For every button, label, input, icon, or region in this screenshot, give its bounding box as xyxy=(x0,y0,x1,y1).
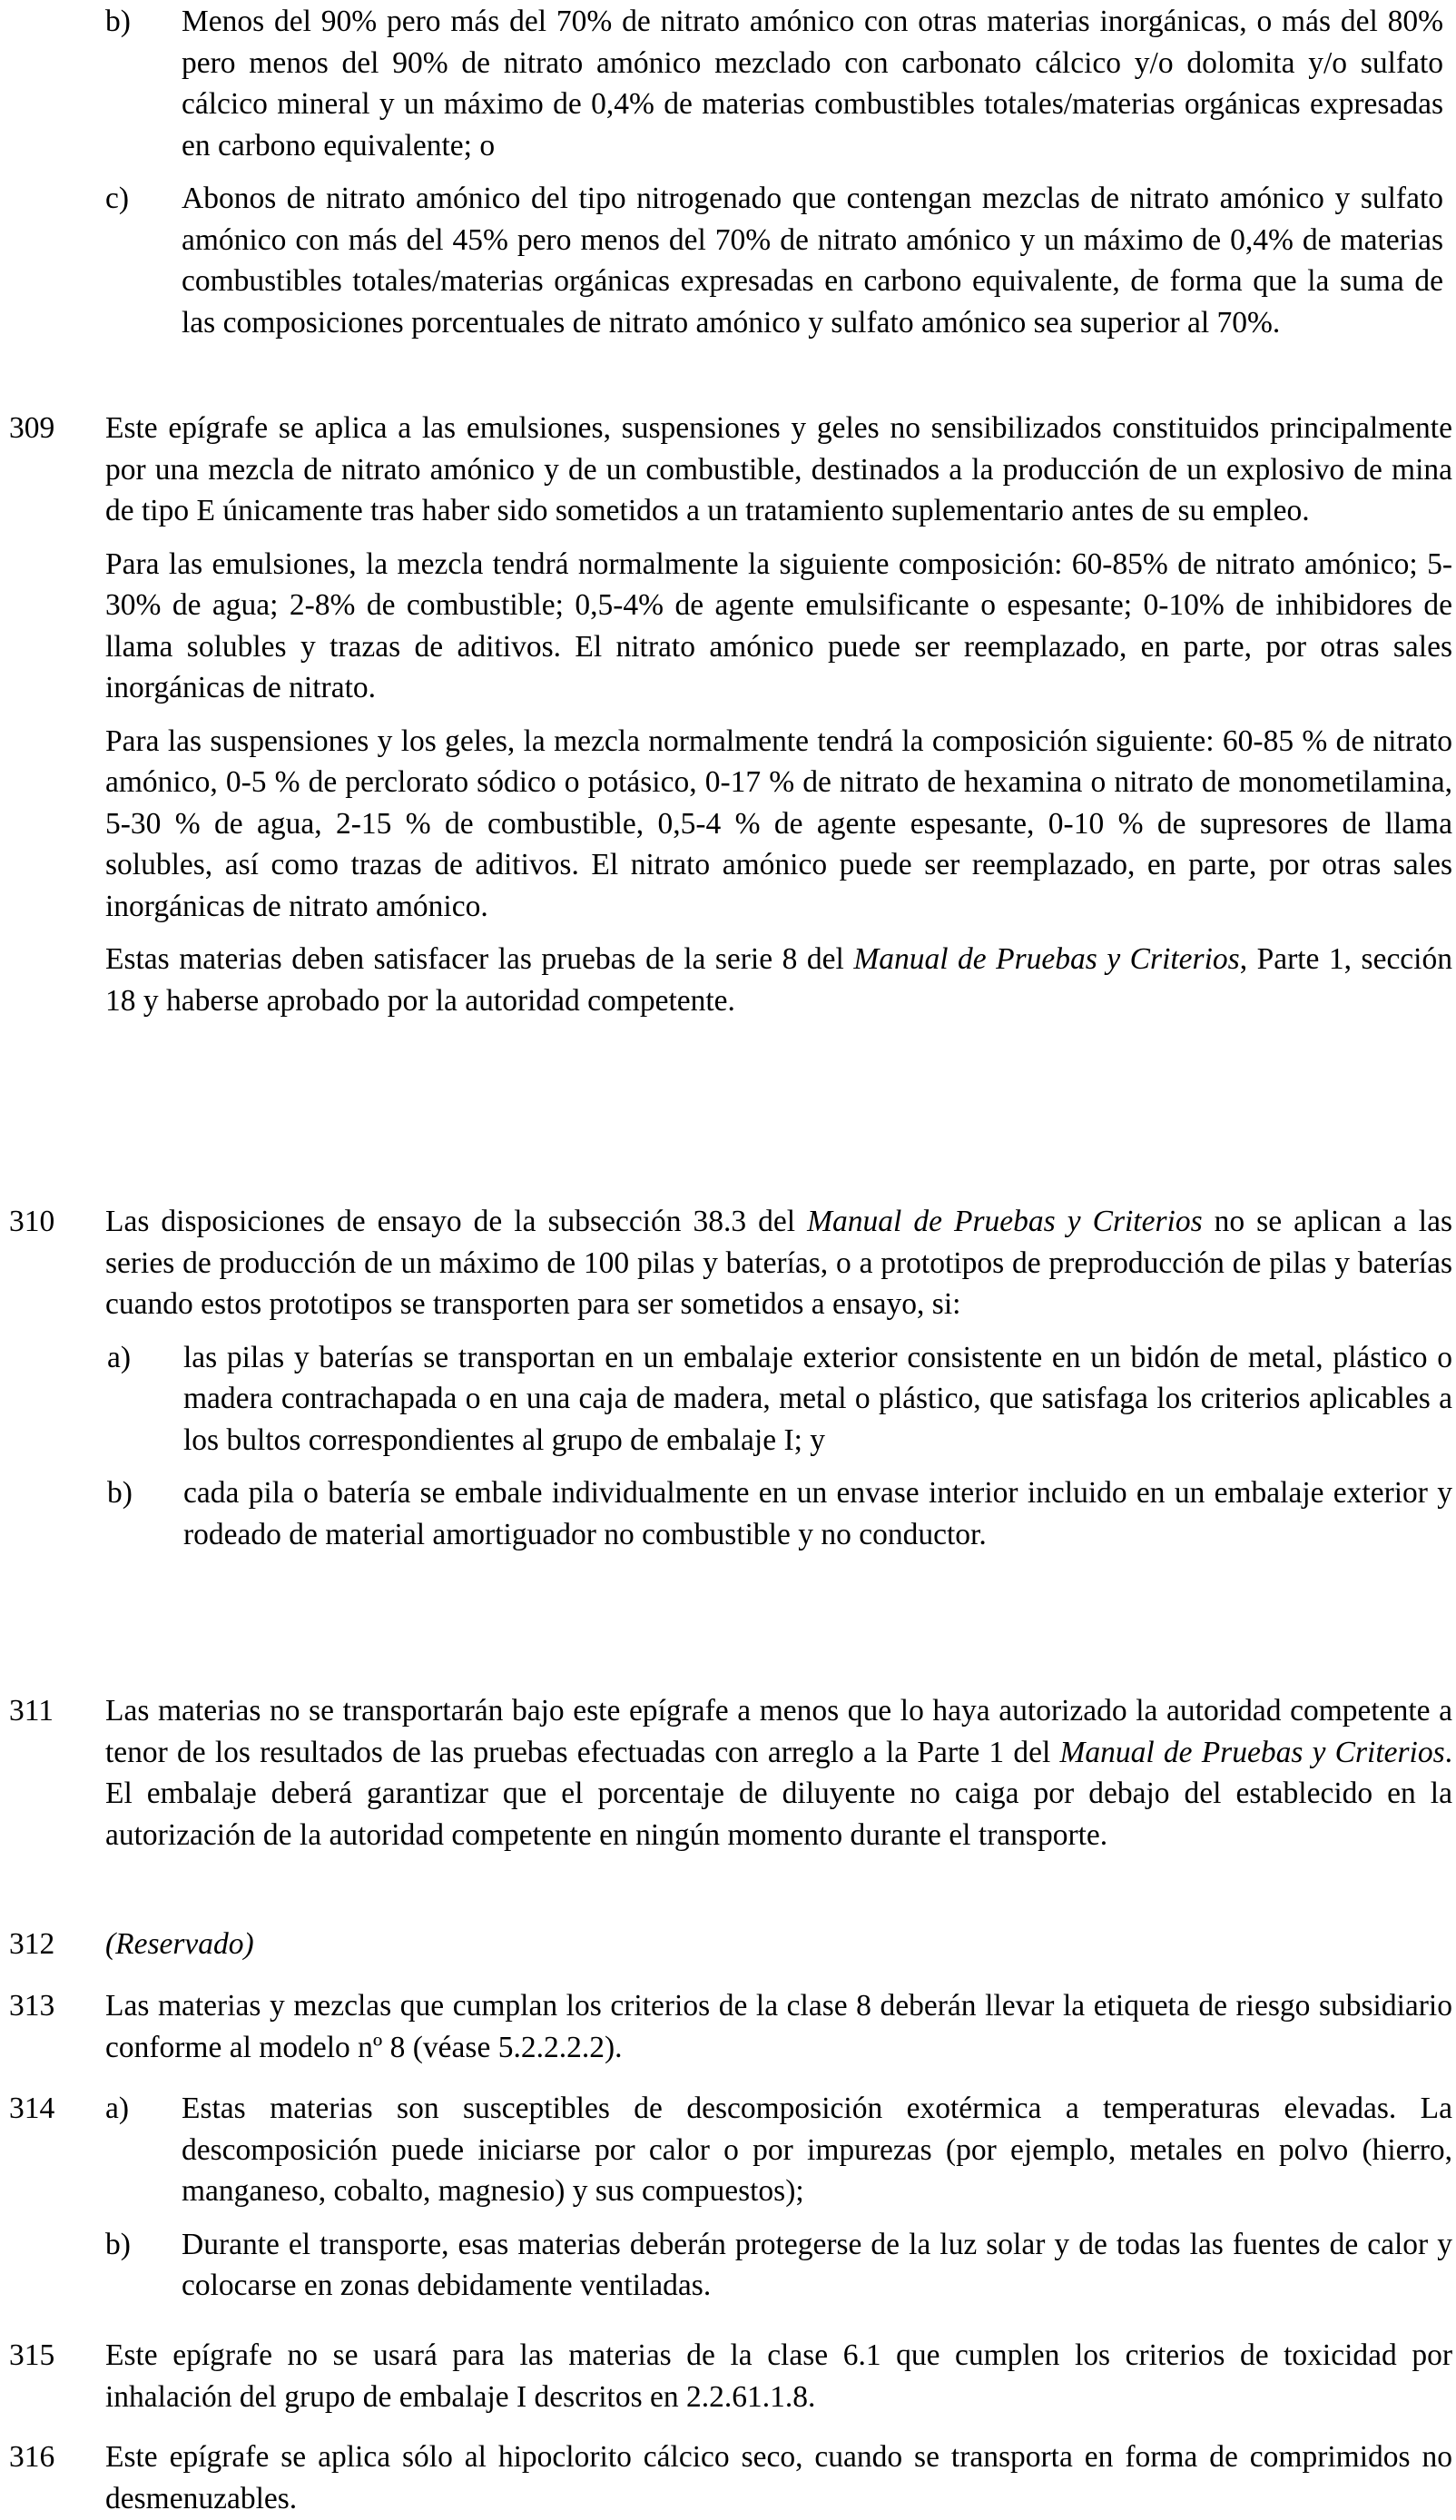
text-run: , Parte 1, sección 18 y haberse aprobado por la autoridad competente. xyxy=(105,942,1452,1018)
item-label: a) xyxy=(107,1340,132,1374)
item-text: las pilas y baterías se transportan en un embalaje exterior consistente en un bidón de metal, plástico o madera contrachapada o en una caja de madera, metal o plástico, que satisfaga los criterios aplicables a los bultos correspondientes al grupo de embalaje I; y xyxy=(183,1340,1452,1457)
provision-number: 312 xyxy=(9,1927,55,1961)
provision-paragraph xyxy=(105,939,1452,1021)
item-text: Abonos de nitrato amónico del tipo nitrogenado que contengan mezclas de nitrato amónico y sulfato amónico con más del 45% pero menos del 70% de nitrato amónico y un máximo de 0,4% de materias combustibles totales/materias orgánicas expresadas en carbono equivalente, de forma que la suma de las composiciones porcentuales de nitrato amónico y sulfato amónico sea superior al 70%. xyxy=(182,182,1443,340)
item-label: b) xyxy=(105,2227,131,2261)
provision-number: 310 xyxy=(9,1205,55,1238)
provision-number: 309 xyxy=(9,411,55,445)
special-provision-313 xyxy=(9,1985,1456,2068)
special-provision-309 xyxy=(9,408,1456,1021)
provision-paragraph: Este epígrafe no se usará para las materias de la clase 6.1 que cumplen los criterios de toxicidad por inhalación del grupo de embalaje I descritos en 2.2.61.1.8. xyxy=(105,2338,1452,2414)
publication-title: Manual de Pruebas y Criterios xyxy=(853,942,1240,976)
provision-continuation xyxy=(105,1,1443,343)
item-label: b) xyxy=(105,5,131,38)
special-provision-314 xyxy=(9,2088,1456,2307)
provision-paragraph: Para las suspensiones y los geles, la mezcla normalmente tendrá la composición siguiente: 60-85 % de nitrato amónico, 0-5 % de perclorato sódico o potásico, 0-17 % de nitrato de hexamina o nitrato de monometilamina, 5-30 % de agua, 2-15 % de combustible, 0,5-4 % de agente espesante, 0-10 % de supresores de llama solubles, así como trazas de aditivos. El nitrato amónico puede ser reemplazado, en parte, por otras sales inorgánicas de nitrato amónico. xyxy=(105,724,1452,923)
list-item xyxy=(105,2088,1452,2212)
list-item xyxy=(105,2224,1452,2307)
publication-title: Manual de Pruebas y Criterios xyxy=(807,1205,1203,1238)
provision-paragraph xyxy=(105,1690,1452,1856)
text-run: Las disposiciones de ensayo de la subsección 38.3 del xyxy=(105,1205,808,1238)
publication-title: Manual de Pruebas y Criterios xyxy=(1059,1735,1445,1769)
text-run: Estas materias deben satisfacer las pruebas de la serie 8 del xyxy=(105,942,854,976)
text-run: no se aplican a las series de producción de un máximo de 100 pilas y baterías, o a prototipos de preproducción de pilas y baterías cuando estos prototipos se transporten para ser sometidos a ensayo, si: xyxy=(105,1205,1452,1321)
item-text: Menos del 90% pero más del 70% de nitrato amónico con otras materias inorgánicas, o más del 80% pero menos del 90% de nitrato amónico mezclado con carbonato cálcico y/o dolomita y/o sulfato cálcico mineral y un máximo de 0,4% de materias combustibles totales/materias orgánicas expresadas en carbono equivalente; o xyxy=(182,5,1443,162)
provision-paragraph: Las materias y mezclas que cumplan los criterios de la clase 8 deberán llevar la etiqueta de riesgo subsidiario conforme al modelo nº 8 (véase 5.2.2.2.2). xyxy=(105,1989,1452,2064)
item-label: c) xyxy=(105,182,130,215)
provision-paragraph: Para las emulsiones, la mezcla tendrá normalmente la siguiente composición: 60-85% de nitrato amónico; 5-30% de agua; 2-8% de combustible; 0,5-4% de agente emulsificante o espesante; 0-10% de inhibidores de llama solubles y trazas de aditivos. El nitrato amónico puede ser reemplazado, en parte, por otras sales inorgánicas de nitrato. xyxy=(105,546,1452,704)
list-item xyxy=(105,178,1443,343)
provision-paragraph xyxy=(105,1201,1452,1325)
item-text: Estas materias son susceptibles de descomposición exotérmica a temperaturas elevadas. La descomposición puede iniciarse por calor o por impurezas (por ejemplo, metales en polvo (hierro, manganeso, cobalto, magnesio) y sus compuestos); xyxy=(182,2092,1452,2208)
item-label: a) xyxy=(105,2092,130,2125)
list-item xyxy=(107,1337,1452,1462)
provision-number: 315 xyxy=(9,2338,55,2372)
item-label: b) xyxy=(107,1476,133,1510)
provision-number: 313 xyxy=(9,1989,55,2023)
provision-paragraph xyxy=(105,1924,1452,1965)
text-run: . El embalaje deberá garantizar que el porcentaje de diluyente no caiga por debajo del establecido en la autorización de la autoridad competente en ningún momento durante el transporte. xyxy=(105,1735,1453,1852)
provision-number: 311 xyxy=(9,1694,54,1728)
item-text: Durante el transporte, esas materias deberán protegerse de la luz solar y de todas las fuentes de calor y colocarse en zonas debidamente ventiladas. xyxy=(182,2227,1452,2302)
special-provision-316 xyxy=(9,2436,1456,2519)
provision-number: 314 xyxy=(9,2092,55,2125)
special-provision-311 xyxy=(9,1690,1456,1856)
list-item xyxy=(105,1,1443,166)
special-provision-310 xyxy=(9,1201,1456,1555)
item-text: cada pila o batería se embale individualmente en un envase interior incluido en un embalaje exterior y rodeado de material amortiguador no combustible y no conductor. xyxy=(183,1476,1452,1551)
text-run: Las materias no se transportarán bajo este epígrafe a menos que lo haya autorizado la autoridad competente a tenor de los resultados de las pruebas efectuadas con arreglo a la Parte 1 del xyxy=(105,1694,1452,1769)
special-provision-312 xyxy=(9,1924,1456,1965)
provision-paragraph: Este epígrafe se aplica sólo al hipoclorito cálcico seco, cuando se transporta en forma de comprimidos no desmenuzables. xyxy=(105,2440,1452,2515)
provision-paragraph: Este epígrafe se aplica a las emulsiones, suspensiones y geles no sensibilizados constituidos principalmente por una mezcla de nitrato amónico y de un combustible, destinados a la producción de un explosivo de mina de tipo E únicamente tras haber sido sometidos a un tratamiento suplementario antes de su empleo. xyxy=(105,411,1452,527)
list-item xyxy=(107,1472,1452,1555)
reserved-text: (Reservado) xyxy=(105,1927,254,1961)
provision-number: 316 xyxy=(9,2440,55,2474)
special-provision-315 xyxy=(9,2335,1456,2417)
